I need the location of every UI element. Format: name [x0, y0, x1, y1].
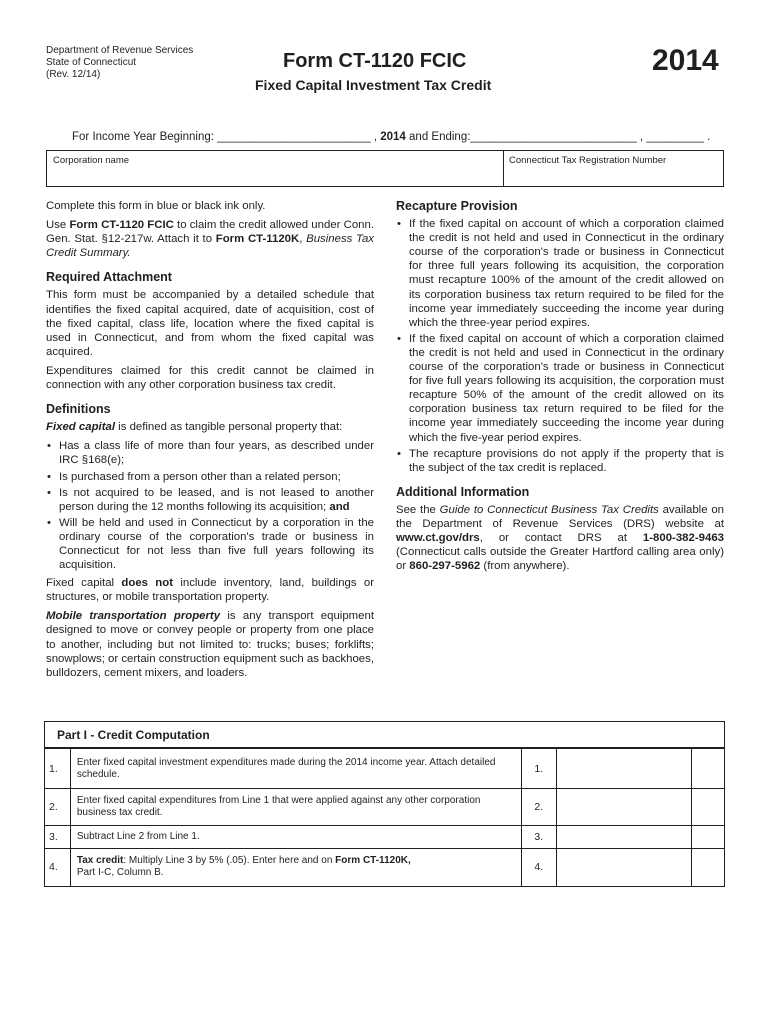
drs-website-link: www.ct.gov/drs — [396, 532, 480, 545]
field-divider — [503, 151, 504, 186]
line3-amount-field[interactable] — [556, 826, 692, 849]
definitions-heading: Definitions — [46, 402, 111, 417]
line-ref: 4. — [521, 849, 556, 886]
line-description: Enter fixed capital expenditures from Line 1 that were applied against any other corporation business tax credit. — [70, 789, 521, 826]
fixed-capital-criteria — [46, 439, 374, 572]
line2-cents-field[interactable] — [692, 789, 724, 826]
tax-registration-label: Connecticut Tax Registration Number — [509, 155, 667, 166]
period-begin-field[interactable]: ________________________ — [217, 131, 371, 143]
table-row — [45, 749, 724, 789]
exclusions-text: Fixed capital does not include inventory, land, buildings or structures, or mobile transportation property. — [46, 577, 374, 604]
agency-name: Department of Revenue Services — [46, 45, 194, 56]
mobile-property-definition: Mobile transportation property is any transport equipment designed to move or convey people or property from one place to another, including but not limited to: trucks; buses; forklifts; snowplows; or certain construction equipment such as backhoes, bulldozers, cement mixers, and loaders. — [46, 610, 374, 679]
form-revision: (Rev. 12/14) — [46, 69, 101, 80]
list-item: • The recapture provisions do not apply if the property that is the subject of the tax credit is replaced. — [396, 447, 724, 475]
period-begin-label: For Income Year Beginning: — [72, 131, 214, 143]
list-item: • Is not acquired to be leased, and is not leased to another person during the 12 months following its acquisition; and — [46, 486, 374, 514]
agency-state: State of Connecticut — [46, 57, 137, 68]
instructions-left-column — [46, 199, 374, 685]
table-row — [45, 789, 724, 826]
line3-cents-field[interactable] — [692, 826, 724, 849]
table-row — [45, 849, 724, 886]
form-subtitle: Fixed Capital Investment Tax Credit — [255, 77, 492, 93]
part1-heading: Part I - Credit Computation — [45, 722, 724, 748]
table-row — [45, 826, 724, 849]
line4-amount-field[interactable] — [556, 849, 692, 886]
list-item: • Is purchased from a person other than a related person; — [46, 470, 374, 484]
line-number: 1. — [45, 749, 70, 789]
tax-year: 2014 — [652, 44, 719, 77]
recapture-list — [396, 217, 724, 475]
required-attachment-text: This form must be accompanied by a detailed schedule that identifies the fixed capital acquired, date of acquisition, cost of the fixed capital, class life, location where the fixed capital is used in Connecticut, and from whom the fixed capital was acquired. — [46, 289, 374, 358]
line-description: Enter fixed capital investment expenditures made during the 2014 income year. Attach detailed schedule. — [70, 749, 521, 789]
list-item: • If the fixed capital on account of which a corporation claimed the credit is not held and used in Connecticut in the ordinary course of the corporation's trade or business in Connecticut for three full years following its acquisition, the corporation must recapture 100% of the amount of the credit allowed on its corporation business tax return required to be filed for the income year immediately succeeding the income year during which the three-year period expires. — [396, 217, 724, 330]
line-description: Subtract Line 2 from Line 1. — [70, 826, 521, 849]
instructions-right-column — [396, 199, 724, 578]
form-title: Form CT-1120 FCIC — [283, 50, 467, 72]
fixed-capital-definition: Fixed capital is defined as tangible personal property that: — [46, 421, 343, 434]
line-description: Tax credit: Multiply Line 3 by 5% (.05). Enter here and on Form CT-1120K, Part I-C, Column B. — [70, 849, 521, 886]
additional-info-heading: Additional Information — [396, 484, 530, 499]
expenditures-note: Expenditures claimed for this credit cannot be claimed in connection with any other corporation business tax credit. — [46, 364, 374, 392]
corporation-info-box — [46, 150, 724, 187]
required-attachment-heading: Required Attachment — [46, 270, 172, 285]
line-ref: 2. — [521, 789, 556, 826]
period-end-year-field[interactable]: _________ — [646, 131, 704, 143]
income-period-line: For Income Year Beginning: ________________________ , 2014 and Ending:__________________________ , _________ . — [72, 131, 711, 143]
credit-computation-table — [45, 748, 724, 886]
line-number: 4. — [45, 849, 70, 886]
line1-cents-field[interactable] — [692, 749, 724, 789]
period-year: 2014 — [380, 131, 406, 143]
corporation-name-label: Corporation name — [53, 155, 130, 166]
line-ref: 3. — [521, 826, 556, 849]
additional-info-text: See the Guide to Connecticut Business Tax Credits available on the Department of Revenue Services (DRS) website at www.ct.gov/drs, or contact DRS at 1-800-382-9463 (Connecticut calls outside the Greater Hartford calling area only) or 860-297-5962 (from anywhere). — [396, 503, 724, 573]
line-number: 2. — [45, 789, 70, 826]
use-instruction: Use Form CT-1120 FCIC to claim the credit allowed under Conn. Gen. Stat. §12-217w. Attach it to Form CT-1120K, Business Tax Credit Summary. — [46, 219, 374, 260]
list-item: • Has a class life of more than four years, as described under IRC §168(e); — [46, 439, 374, 467]
part1-credit-computation — [44, 721, 725, 887]
line4-cents-field[interactable] — [692, 849, 724, 886]
ink-instruction: Complete this form in blue or black ink only. — [46, 200, 266, 212]
agency-block — [46, 45, 193, 81]
list-item: • If the fixed capital on account of which a corporation claimed the credit is not held and used in Connecticut in the ordinary course of the corporation's trade or business in Connecticut for five full years following its acquisition, the corporation must recapture 50% of the amount of the credit allowed on its corporation business tax return required to be filed for the income year immediately succeeding the income year during which the five-year period expires. — [396, 332, 724, 445]
line-number: 3. — [45, 826, 70, 849]
period-end-label: and Ending: — [409, 131, 471, 143]
line-ref: 1. — [521, 749, 556, 789]
list-item: • Will be held and used in Connecticut by a corporation in the ordinary course of the corporation's trade or business in Connecticut for not less than five full years following its acquisition. — [46, 516, 374, 572]
recapture-heading: Recapture Provision — [396, 199, 518, 213]
line1-amount-field[interactable] — [556, 749, 692, 789]
period-end-field[interactable]: __________________________ — [470, 131, 637, 143]
line2-amount-field[interactable] — [556, 789, 692, 826]
